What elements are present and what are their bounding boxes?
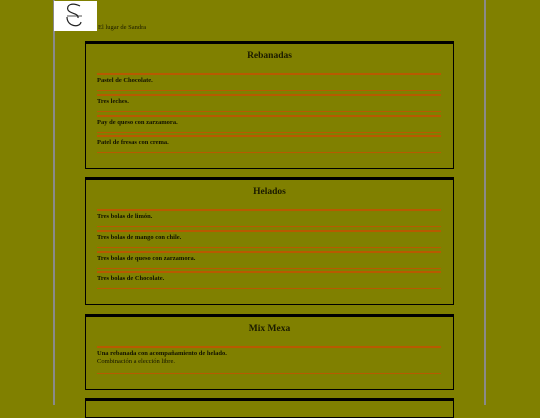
menu-item: Una rebanada con acompañamiento de helado. Combinación a elección libre. [97, 346, 441, 370]
section-heading: Mix Mexa [248, 324, 291, 334]
menu-item: Tres leches. [97, 94, 441, 108]
menu-item: Pastel de Chocolate. [97, 73, 441, 87]
menu-item: Tres bolas de queso con zarzamora. [97, 251, 441, 265]
site-logo[interactable] [54, 1, 97, 31]
menu-item: Tres bolas de limón. [97, 209, 441, 223]
section-heading: Helados [253, 187, 286, 197]
menu-item: Pay de queso con zarzamora. [97, 115, 441, 129]
site-title: El lugar de Sandra [98, 24, 147, 31]
menu-section-mix-mexa [85, 314, 454, 390]
menu-section-next [85, 398, 454, 418]
menu-item-note: Combinación a elección libre. [97, 358, 175, 365]
menu-item: Patel de fresas con crema. [97, 135, 441, 149]
menu-item: Tres bolas de mango con chile. [97, 230, 441, 244]
menu-item: Tres bolas de Chocolate. [97, 271, 441, 285]
logo-monogram-icon [54, 1, 97, 31]
section-heading: Rebanadas [247, 51, 292, 61]
menu-section-helados [85, 177, 454, 305]
menu-section-rebanadas [85, 41, 454, 169]
